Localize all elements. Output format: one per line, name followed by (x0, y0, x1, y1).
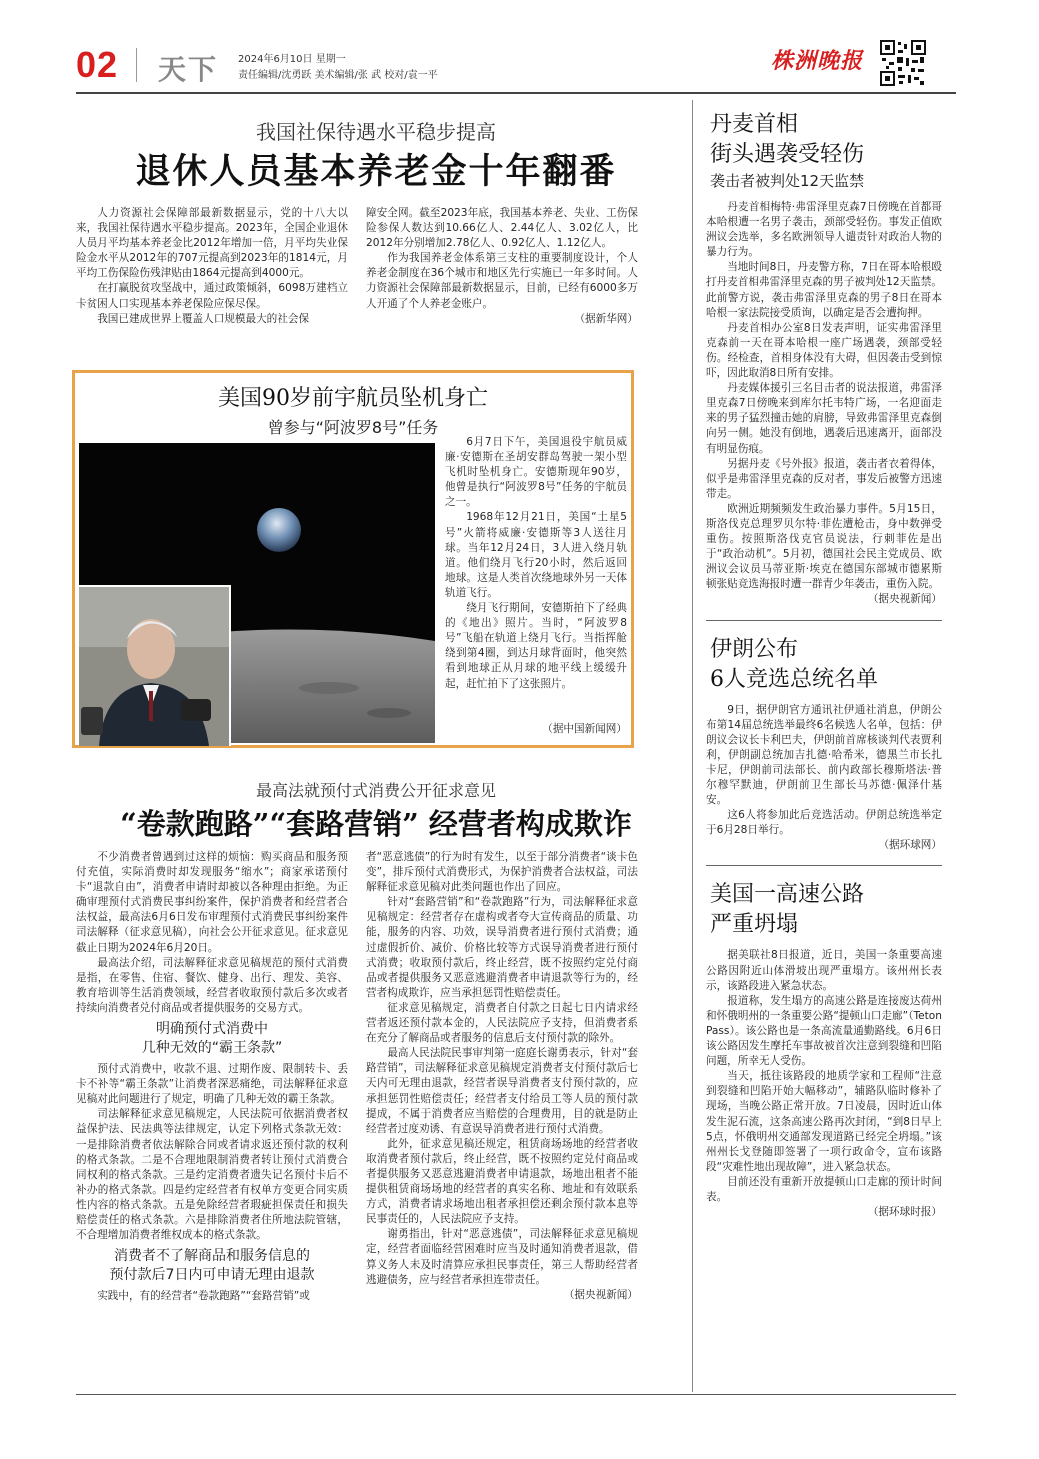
subheading-1 (76, 1020, 348, 1058)
prepaid-kicker: 最高法就预付式消费公开征求意见 (255, 781, 496, 800)
title-line: 丹麦首相 (710, 112, 799, 137)
paragraph: 针对“套路营销”和“卷款跑路”行为，司法解释征求意见稿规定：经营者存在虚构或者夸大宣传商品的质量、功能，服务的内容、功效，误导消费者进行预付式消费；通过虚假折价、减价、价格比较等方式误导消费者进行预付式消费；收取预付款后，终止经营，既不按照约定兑付商品或者提供服务又恶意逃避消费者申请退款等行为的，经营者构成欺诈，应当承担惩罚性赔偿责任。 (366, 896, 638, 999)
source-credit: （据环球时报） (867, 1206, 942, 1219)
editors-line: 责任编辑/沈勇跃 美术编辑/张 武 校对/袁一平 (238, 70, 438, 81)
paper-logo: 株洲晚报 (771, 48, 864, 74)
astronaut-title: 美国90岁前宇航员坠机身亡 (218, 386, 488, 411)
qr-code[interactable] (880, 40, 926, 86)
prepaid-col1 (76, 850, 348, 1304)
section-name: 天下 (158, 53, 219, 86)
paragraph: 据美联社8日报道，近日，美国一条重要高速公路因附近山体滑坡出现严重塌方。该州州长表示，该路段进入紧急状态。 (706, 949, 942, 992)
paragraph: 报道称，发生塌方的高速公路是连接废达荷州和怀俄明州的一条重要公路“提顿山口走廊”（Teton Pass）。该公路也是一条高流量通勤路线。6月6日该公路因发生摩托车事故被首次注意到裂缝和凹陷问题，所幸无人受伤。 (706, 994, 942, 1068)
date-line: 2024年6月10日 星期一 (238, 54, 346, 65)
section-divider (706, 620, 942, 621)
prepaid-title: “卷款跑路”“套路营销” 经营者构成欺诈 (120, 807, 632, 841)
pension-kicker: 我国社保待遇水平稳步提高 (256, 120, 496, 144)
astronaut-body (445, 435, 627, 692)
paragraph: 9日，据伊朗官方通讯社伊通社消息，伊朗公布第14届总统选举最终6名候选人名单，包括：伊朗议会议长卡利巴夫，伊朗前首席核谈判代表贾利利，伊朗副总统加吉扎德·哈希米，德黑兰市长扎卡尼，伊朗前司法部长、前内政部长穆斯塔法·普尔穆罕默迪，伊朗前卫生部长马苏德·佩泽什基安。 (706, 703, 942, 807)
page-number: 02 (76, 44, 119, 85)
subheading-line: 消费者不了解商品和服务信息的 (114, 1248, 310, 1265)
title-line: 伊朗公布 (710, 636, 799, 662)
paragraph: 当地时间8日，丹麦警方称，7日在哥本哈根殴打丹麦首相弗雷泽里克森的男子被判处12天监禁。此前警方说，袭击弗雷泽里克森的男子8日在哥本哈根一家法院接受质询，以确定是否会遭拘押。 (706, 261, 942, 319)
title-line: 严重坍塌 (710, 912, 799, 938)
paragraph: 谢勇指出，针对“恶意逃债”，司法解释征求意见稿规定，经营者面临经营困难时应当及时通知消费者退款，借算义务人未及时清算应承担民事责任，第三人帮助经营者逃避债务，应与经营者承担连带责任。 (366, 1228, 638, 1286)
paragraph: 当天，抵往该路段的地质学家和工程师“注意到裂缝和凹陷开始大幅移动”，辅路队临时修补了现场，当晚公路正常开放。7日凌晨，因时近山体发生泥石流，这条高速公路再次封闭，“到8日早上5点，怀俄明州交通部发现道路已经完全坍塌。”该州州长戈登随即签署了一项行政命令，宣布该路段“灾难性地出现故障”，进入紧急状态。 (706, 1070, 942, 1173)
iran-body (706, 703, 942, 854)
pension-col1 (76, 206, 348, 327)
paragraph: 在打赢脱贫攻坚战中，通过政策倾斜，6098万建档立卡贫困人口实现基本养老保险应保尽保。 (76, 282, 348, 310)
paragraph: 最高法介绍，司法解释征求意见稿规范的预付式消费是指，在零售、住宿、餐饮、健身、出行、理发、美容、教育培训等生活消费领域，经营者收取预付款后多次或者持续向消费者兑付商品或者提供服务的交易方式。 (76, 956, 348, 1014)
paragraph: 此外，征求意见稿还规定，租赁商场场地的经营者收取消费者预付款后，终止经营，既不按照约定兑付商品或者提供服务又恶意逃避消费者申请退款，场地出租者不能提供租赁商场场地的经营者的真实名称、地址和有效联系方式，消费者请求场地出租者承担偿还剩余预付款本息等民事责任的，人民法院应予支持。 (366, 1137, 638, 1226)
highway-title (706, 880, 942, 940)
source-credit: （据新华网） (574, 312, 638, 325)
title-line: 街头遇袭受轻伤 (710, 142, 865, 167)
astronaut-subtitle: 曾参与“阿波罗8号”任务 (267, 418, 439, 437)
paragraph: 者“恶意逃债”的行为时有发生，以至于部分消费者“谈卡色变”，排斥预付式消费形式，为保护消费者合法权益，司法解释征求意见稿对此类问题也作出了回应。 (366, 851, 638, 894)
masthead (76, 38, 956, 88)
paragraph: 6月7日下午，美国退役宇航员威廉·安德斯在圣胡安群岛驾驶一架小型飞机时坠机身亡。安德斯现年90岁，他曾是执行“阿波罗8号”任务的宇航员之一。 (445, 436, 627, 509)
paragraph: 预付式消费中，收款不退、过期作废、限制转卡、丢卡不补等“霸王条款”让消费者深恶痛绝，司法解释征求意见稿对此问题进行了规定，明确了几种无效的霸王条款。 (76, 1063, 348, 1106)
subheading-line: 预付款后7日内可申请无理由退款 (109, 1267, 315, 1284)
source-credit: （据中国新闻网） (542, 723, 627, 735)
paragraph: 实践中，有的经营者“卷款跑路”“套路营销”或 (97, 1290, 310, 1303)
highway-body (706, 948, 942, 1220)
denmark-body (706, 200, 942, 608)
paragraph: 丹麦首相梅特·弗雷泽里克森7日傍晚在首都哥本哈根遭一名男子袭击，颈部受轻伤。事发正值欧洲议会选举，多名欧洲领导人谴责针对政治人物的暴力行为。 (706, 201, 942, 259)
paragraph: 欧洲近期频频发生政治暴力事件。5月15日，斯洛伐克总理罗贝尔特·菲佐遭枪击，身中数弹受重伤。按照斯洛伐克官员说法，行刺菲佐是出于“政治动机”。5月初，德国社会民主党成员、欧洲议会议员马蒂亚斯·埃克在德国东部城市德累斯顿张贴竞选海报时遭一群青少年袭击，重伤入院。 (706, 502, 942, 591)
masthead-divider (136, 48, 137, 82)
subheading-line: 几种无效的“霸王条款” (141, 1040, 283, 1057)
denmark-subtitle: 袭击者被判处12天监禁 (710, 172, 865, 190)
paragraph: 不少消费者曾遇到过这样的烦恼：购买商品和服务预付充值，实际消费时却发现服务“缩水”；商家承诺预付卡“退款自由”，消费者申请时却被以各种理由拒绝。为正确审理预付式消费民事纠纷案件，保护消费者和经营者合法权益，最高法6月6日发布审理预付式消费民事纠纷案件司法解释（征求意见稿），向社会公开征求意见。征求意见截止日期为2024年6月20日。 (76, 851, 348, 954)
title-line: 美国一高速公路 (710, 882, 865, 908)
paragraph: 司法解释征求意见稿规定，人民法院可依据消费者权益保护法、民法典等法律规定，认定下列格式条款无效：一是排除消费者依法解除合同或者请求返还预付款的权利的格式条款。二是不合理地限制消费者转让预付式消费合同权利的格式条款。三是约定消费者遗失记名预付卡后不补办的格式条款。四是约定经营者有权单方变更合同实质性内容的格式条款。五是免除经营者瑕疵担保责任和损失赔偿责任的格式条款。六是排除消费者住所地法院管辖，不合理增加消费者维权成本的格式条款。 (76, 1108, 348, 1242)
paragraph: 另据丹麦《号外报》报道，袭击者衣着得体，似乎是弗雷泽里克森的反对者，事发后被警方迅速带走。 (706, 457, 942, 500)
bottom-rule (76, 1394, 956, 1395)
section-divider (706, 865, 942, 866)
source-credit: （据央视新闻） (563, 1288, 638, 1301)
source-credit: （据央视新闻） (867, 593, 942, 606)
pension-title: 退休人员基本养老金十年翻番 (135, 152, 617, 192)
title-line: 6人竞选总统名单 (710, 666, 878, 692)
iran-title (706, 635, 942, 695)
paragraph: 障安全网。截至2023年底，我国基本养老、失业、工伤保险参保人数达到10.66亿人、2.44亿人、3.02亿人，比2012年分别增加2.78亿人、0.92亿人、1.12亿人。 (366, 207, 638, 250)
paragraph: 丹麦媒体援引三名目击者的说法报道，弗雷泽里克森7日傍晚来到库尔托韦特广场，一名迎面走来的男子猛烈撞击她的肩膀，导致弗雷泽里克森倒向另一侧。她没有倒地，遇袭后迅速离开，面部没有明显伤痕。 (706, 382, 942, 455)
right-column (706, 110, 942, 1220)
column-rule (692, 100, 693, 1392)
prepaid-col2 (366, 850, 638, 1303)
astronaut-box (72, 370, 634, 748)
anders-portrait (79, 585, 231, 746)
subheading-2 (76, 1247, 348, 1285)
paragraph: 目前还没有重新开放提顿山口走廊的预计时间表。 (706, 1175, 942, 1203)
paragraph: 我国已建成世界上覆盖人口规模最大的社会保 (97, 312, 310, 325)
denmark-title (706, 110, 942, 170)
paragraph: 1968年12月21日，美国“土星5号”火箭将威廉·安德斯等3人送往月球。当年12月24日，3人进入绕月轨道。他们绕月飞行20小时，然后返回地球。这是人类首次绕地球外另一天体轨道飞行。 (445, 511, 627, 599)
subheading-line: 明确预付式消费中 (156, 1021, 268, 1038)
masthead-rule (76, 92, 956, 94)
paragraph: 丹麦首相办公室8日发表声明，证实弗雷泽里克森前一天在哥本哈根一座广场遇袭，颈部受轻伤。经检查，首相身体没有大碍，但因袭击受到惊吓，因此取消8日所有安排。 (706, 321, 942, 380)
paragraph: 绕月飞行期间，安德斯拍下了经典的《地出》照片。当时，“阿波罗8号”飞船在轨道上绕月飞行。当指挥舱绕到第4圈，到达月球背面时，他突然看到地球正从月球的地平线上缓缓升起，赶忙拍下了这张照片。 (445, 602, 627, 690)
pension-col2 (366, 206, 638, 327)
paragraph: 作为我国养老金体系第三支柱的重要制度设计，个人养老金制度在36个城市和地区先行实施已一年多时间。人力资源社会保障部最新数据显示，目前，已经有6000多万人开通了个人养老金账户。 (366, 252, 638, 310)
paragraph: 最高人民法院民事审判第一庭庭长谢勇表示，针对“套路营销”，司法解释征求意见稿规定消费者支付预付款后七天内可无理由退款，经营者误导消费者支付预付款的，应承担惩罚性赔偿责任；经营者支付给员工等人员的预付款提成，不属于消费者应当赔偿的合理费用，目的就是防止经营者过度劝诱、有意误导消费者进行预付式消费。 (366, 1047, 638, 1135)
paragraph: 征求意见稿规定，消费者自付款之日起七日内请求经营者返还预付款本金的，人民法院应予支持，但消费者系在充分了解商品或者服务的信息后支付预付款的除外。 (366, 1001, 638, 1045)
paragraph: 这6人将参加此后竞选活动。伊朗总统选举定于6月28日举行。 (706, 809, 942, 837)
source-credit: （据环球网） (878, 839, 942, 852)
paragraph: 人力资源社会保障部最新数据显示，党的十八大以来，我国社保待遇水平稳步提高。2023年，全国企业退休人员月平均基本养老金比2012年增加一倍，月平均失业保险金水平从2012年的707元提高到2023年的1814元，月平均工伤保险伤残津贴由1864元提高到4000元。 (76, 207, 348, 280)
